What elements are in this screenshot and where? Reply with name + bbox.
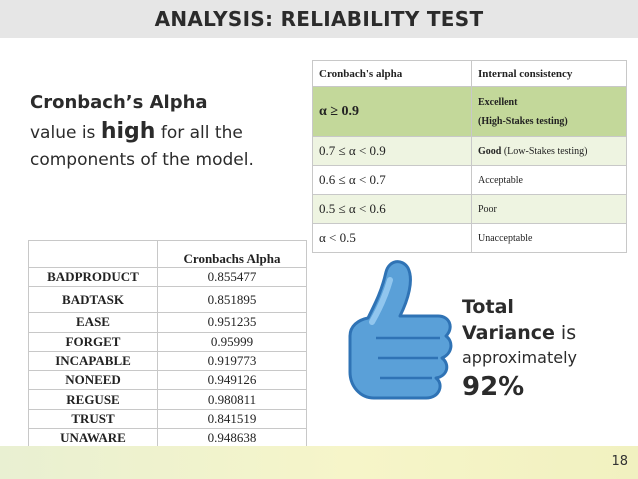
table-row bbox=[29, 268, 307, 287]
ci-level bbox=[472, 87, 627, 137]
table-row bbox=[29, 287, 307, 313]
ca-value: 0.949126 bbox=[158, 371, 307, 390]
ca-component: NONEED bbox=[29, 371, 158, 390]
footer-band bbox=[0, 446, 638, 479]
ci-level-note: (Low-Stakes testing) bbox=[503, 145, 588, 157]
ca-component: FORGET bbox=[29, 332, 158, 351]
total-percentage: 92% bbox=[462, 372, 525, 402]
ca-header-blank bbox=[29, 241, 158, 268]
alpha-emphasis: high bbox=[100, 119, 156, 144]
ca-value: 0.95999 bbox=[158, 332, 307, 351]
alpha-description bbox=[30, 118, 270, 174]
ca-value: 0.855477 bbox=[158, 268, 307, 287]
table-row bbox=[29, 390, 307, 409]
total-line1: Total bbox=[462, 296, 514, 318]
ci-level: Unacceptable bbox=[472, 224, 627, 253]
ca-value: 0.948638 bbox=[158, 429, 307, 448]
alpha-line-prefix: value is bbox=[30, 123, 101, 143]
table-row bbox=[29, 409, 307, 428]
cronbach-alpha-table bbox=[28, 240, 307, 448]
ci-level-label: Excellent bbox=[478, 96, 518, 108]
ci-row-poor bbox=[313, 195, 627, 224]
ca-component: BADPRODUCT bbox=[29, 268, 158, 287]
ci-header-row bbox=[313, 61, 627, 87]
ca-value: 0.851895 bbox=[158, 287, 307, 313]
ci-row-unacceptable bbox=[313, 224, 627, 253]
ci-range: 0.5 ≤ α < 0.6 bbox=[313, 195, 472, 224]
table-row bbox=[29, 332, 307, 351]
total-line2-bold: Variance bbox=[462, 322, 555, 344]
total-line2 bbox=[462, 320, 632, 346]
table-row bbox=[29, 351, 307, 370]
ca-component: BADTASK bbox=[29, 287, 158, 313]
total-variance bbox=[462, 294, 632, 404]
table-row bbox=[29, 371, 307, 390]
ca-component: REGUSE bbox=[29, 390, 158, 409]
table-row bbox=[29, 429, 307, 448]
ci-level-note: (High-Stakes testing) bbox=[478, 115, 568, 127]
thumbs-up-icon bbox=[316, 250, 456, 412]
ca-header-value: Cronbachs Alpha bbox=[158, 241, 307, 268]
footer-bar bbox=[0, 446, 638, 479]
ci-level-label: Good bbox=[478, 145, 502, 157]
ca-value: 0.951235 bbox=[158, 313, 307, 332]
ci-level: Poor bbox=[472, 195, 627, 224]
ci-row-excellent bbox=[313, 87, 627, 137]
ca-value: 0.980811 bbox=[158, 390, 307, 409]
alpha-heading: Cronbach’s Alpha bbox=[30, 92, 208, 113]
ca-component: TRUST bbox=[29, 409, 158, 428]
page-number: 18 bbox=[611, 454, 628, 469]
ci-level bbox=[472, 137, 627, 166]
ca-component: UNAWARE bbox=[29, 429, 158, 448]
total-line3: approximately bbox=[462, 348, 577, 367]
alpha-line-suffix: for all the components of the model. bbox=[30, 123, 254, 170]
table-row bbox=[29, 313, 307, 332]
ci-range: 0.6 ≤ α < 0.7 bbox=[313, 166, 472, 195]
ci-row-good bbox=[313, 137, 627, 166]
ci-range: 0.7 ≤ α < 0.9 bbox=[313, 137, 472, 166]
ci-level: Acceptable bbox=[472, 166, 627, 195]
total-line2-rest: is bbox=[554, 322, 577, 344]
internal-consistency-table bbox=[312, 60, 627, 253]
ci-range: α < 0.5 bbox=[313, 224, 472, 253]
ci-range: α ≥ 0.9 bbox=[313, 87, 472, 137]
ca-value: 0.841519 bbox=[158, 409, 307, 428]
slide-title: ANALYSIS: RELIABILITY TEST bbox=[154, 7, 484, 31]
ca-value: 0.919773 bbox=[158, 351, 307, 370]
ca-component: INCAPABLE bbox=[29, 351, 158, 370]
ci-row-acceptable bbox=[313, 166, 627, 195]
ca-header-row bbox=[29, 241, 307, 268]
ci-header-consistency: Internal consistency bbox=[472, 61, 627, 87]
ca-component: EASE bbox=[29, 313, 158, 332]
ci-header-alpha: Cronbach's alpha bbox=[313, 61, 472, 87]
